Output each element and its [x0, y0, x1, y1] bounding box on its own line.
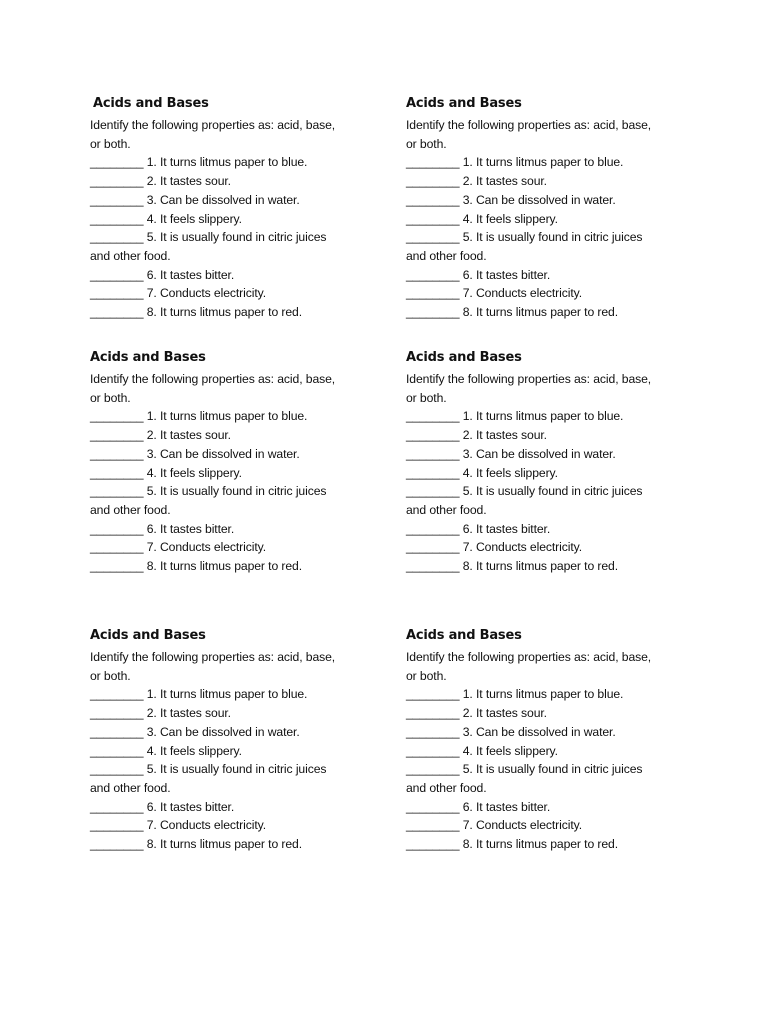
quiz-item-8: ________ 8. It turns litmus paper to red.: [406, 559, 619, 574]
quiz-item-6: ________ 6. It tastes bitter.: [90, 521, 235, 536]
quiz-instructions: Identify the following properties as: acid, base,: [406, 650, 652, 664]
quiz-item-7: ________ 7. Conducts electricity.: [90, 286, 267, 301]
quiz-item-1: ________ 1. It turns litmus paper to blue.: [406, 687, 624, 702]
quiz-item-8: ________ 8. It turns litmus paper to red.: [90, 559, 303, 574]
quiz-item-4: ________ 4. It feels slippery.: [406, 465, 558, 480]
quiz-item-1: ________ 1. It turns litmus paper to blue.: [406, 155, 624, 170]
quiz-item-7: ________ 7. Conducts electricity.: [90, 818, 267, 833]
quiz-instructions: Identify the following properties as: acid, base,: [90, 372, 336, 386]
quiz-instructions-continued: or both.: [90, 390, 131, 405]
quiz-item-5-continued: and other food.: [406, 780, 487, 795]
quiz-block-bottom-right: [406, 627, 706, 854]
quiz-item-3: ________ 3. Can be dissolved in water.: [90, 446, 300, 461]
quiz-item-1: ________ 1. It turns litmus paper to blue.: [406, 409, 624, 424]
quiz-item-2: ________ 2. It tastes sour.: [90, 428, 231, 443]
quiz-item-7: ________ 7. Conducts electricity.: [406, 540, 583, 555]
quiz-title: Acids and Bases: [406, 350, 522, 365]
quiz-item-1: ________ 1. It turns litmus paper to blue.: [90, 409, 308, 424]
quiz-item-3: ________ 3. Can be dissolved in water.: [406, 446, 616, 461]
quiz-item-8: ________ 8. It turns litmus paper to red.: [406, 305, 619, 320]
quiz-item-4: ________ 4. It feels slippery.: [406, 743, 558, 758]
quiz-instructions-continued: or both.: [406, 390, 447, 405]
quiz-item-8: ________ 8. It turns litmus paper to red.: [90, 837, 303, 852]
quiz-item-6: ________ 6. It tastes bitter.: [406, 267, 551, 282]
quiz-item-3: ________ 3. Can be dissolved in water.: [90, 192, 300, 207]
quiz-item-1: ________ 1. It turns litmus paper to blue.: [90, 155, 308, 170]
quiz-instructions: Identify the following properties as: acid, base,: [406, 372, 652, 386]
quiz-item-2: ________ 2. It tastes sour.: [406, 706, 547, 721]
quiz-item-5-continued: and other food.: [406, 248, 487, 263]
quiz-item-3: ________ 3. Can be dissolved in water.: [90, 724, 300, 739]
quiz-title: Acids and Bases: [90, 628, 206, 643]
quiz-item-6: ________ 6. It tastes bitter.: [90, 799, 235, 814]
quiz-item-8: ________ 8. It turns litmus paper to red.: [406, 837, 619, 852]
quiz-title: Acids and Bases: [93, 96, 209, 111]
quiz-item-5-continued: and other food.: [90, 248, 171, 263]
quiz-title: Acids and Bases: [406, 96, 522, 111]
quiz-item-7: ________ 7. Conducts electricity.: [406, 286, 583, 301]
quiz-item-2: ________ 2. It tastes sour.: [406, 428, 547, 443]
quiz-title: Acids and Bases: [406, 628, 522, 643]
quiz-item-5: ________ 5. It is usually found in citric juices: [406, 230, 643, 245]
quiz-item-5-continued: and other food.: [90, 502, 171, 517]
quiz-instructions-continued: or both.: [90, 136, 131, 151]
quiz-item-5: ________ 5. It is usually found in citric juices: [90, 484, 327, 499]
quiz-item-8: ________ 8. It turns litmus paper to red.: [90, 305, 303, 320]
quiz-item-7: ________ 7. Conducts electricity.: [406, 818, 583, 833]
quiz-item-4: ________ 4. It feels slippery.: [90, 211, 242, 226]
quiz-item-4: ________ 4. It feels slippery.: [90, 465, 242, 480]
quiz-item-5: ________ 5. It is usually found in citric juices: [406, 484, 643, 499]
quiz-item-3: ________ 3. Can be dissolved in water.: [406, 192, 616, 207]
quiz-instructions-continued: or both.: [90, 668, 131, 683]
quiz-title: Acids and Bases: [90, 350, 206, 365]
quiz-item-7: ________ 7. Conducts electricity.: [90, 540, 267, 555]
quiz-block-top-left: [90, 95, 393, 322]
quiz-item-2: ________ 2. It tastes sour.: [90, 174, 231, 189]
quiz-block-middle-right: [406, 349, 706, 576]
quiz-instructions: Identify the following properties as: acid, base,: [90, 650, 336, 664]
quiz-item-4: ________ 4. It feels slippery.: [90, 743, 242, 758]
quiz-instructions-continued: or both.: [406, 668, 447, 683]
quiz-item-5-continued: and other food.: [406, 502, 487, 517]
quiz-item-5-continued: and other food.: [90, 780, 171, 795]
quiz-instructions: Identify the following properties as: acid, base,: [406, 118, 652, 132]
quiz-item-2: ________ 2. It tastes sour.: [406, 174, 547, 189]
quiz-instructions-continued: or both.: [406, 136, 447, 151]
quiz-item-5: ________ 5. It is usually found in citric juices: [406, 762, 643, 777]
quiz-item-4: ________ 4. It feels slippery.: [406, 211, 558, 226]
quiz-item-5: ________ 5. It is usually found in citric juices: [90, 762, 327, 777]
quiz-block-middle-left: [90, 349, 390, 576]
quiz-item-6: ________ 6. It tastes bitter.: [406, 799, 551, 814]
quiz-item-6: ________ 6. It tastes bitter.: [406, 521, 551, 536]
quiz-item-5: ________ 5. It is usually found in citric juices: [90, 230, 327, 245]
quiz-instructions: Identify the following properties as: acid, base,: [90, 118, 336, 132]
quiz-item-6: ________ 6. It tastes bitter.: [90, 267, 235, 282]
quiz-block-top-right: [406, 95, 706, 322]
quiz-item-3: ________ 3. Can be dissolved in water.: [406, 724, 616, 739]
quiz-item-2: ________ 2. It tastes sour.: [90, 706, 231, 721]
quiz-block-bottom-left: [90, 627, 390, 854]
quiz-item-1: ________ 1. It turns litmus paper to blue.: [90, 687, 308, 702]
